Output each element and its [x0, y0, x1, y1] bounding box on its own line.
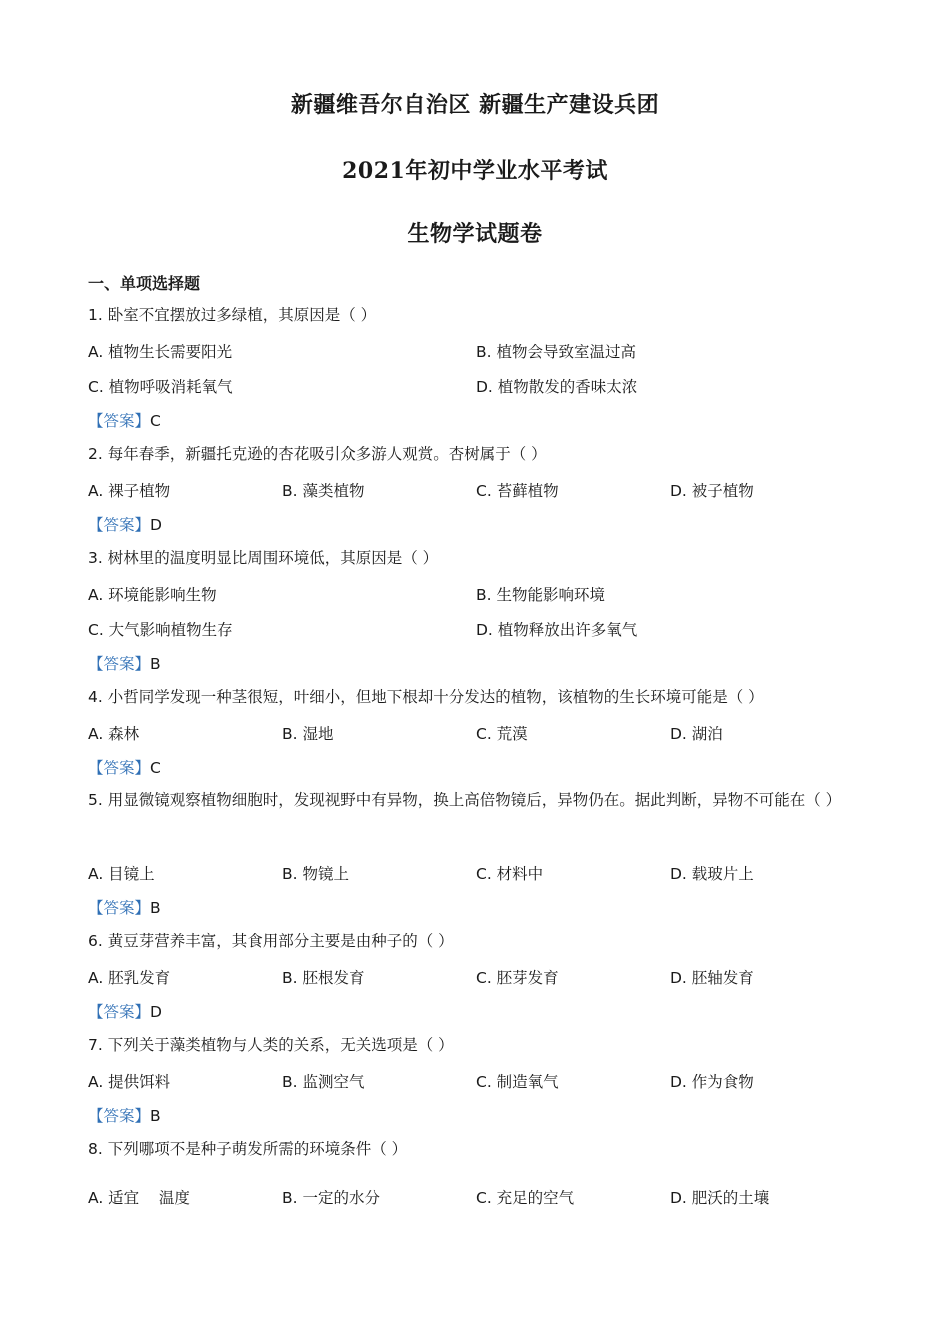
- question-8-stem: 8. 下列哪项不是种子萌发所需的环境条件（ ）: [88, 1140, 408, 1158]
- question-2-options-row: [88, 479, 888, 503]
- question-8-option-b: B. 一定的水分: [282, 1189, 380, 1207]
- question-6-option-d: D. 胚轴发育: [670, 969, 754, 987]
- answer-value: B: [150, 899, 161, 917]
- question-7-stem: 7. 下列关于藻类植物与人类的关系，无关选项是（ ）: [88, 1036, 454, 1054]
- question-4-answer: [88, 756, 161, 778]
- question-5-option-d: D. 载玻片上: [670, 865, 754, 883]
- question-6-stem: 6. 黄豆芽营养丰富，其食用部分主要是由种子的（ ）: [88, 932, 454, 950]
- question-5-option-b: B. 物镜上: [282, 865, 349, 883]
- question-1-answer: [88, 409, 161, 431]
- question-3-option-d: D. 植物释放出许多氧气: [476, 621, 638, 639]
- question-7-option-d: D. 作为食物: [670, 1073, 754, 1091]
- answer-value: B: [150, 655, 161, 673]
- question-3-options-row-2: [88, 618, 888, 642]
- answer-value: D: [150, 1003, 162, 1021]
- exam-title-subject: 生物学试题卷: [407, 221, 543, 247]
- question-3-options-row-1: [88, 583, 888, 607]
- question-1-options-row-1: [88, 340, 888, 364]
- question-7-option-c: C. 制造氧气: [476, 1073, 559, 1091]
- question-3-option-c: C. 大气影响植物生存: [88, 621, 233, 639]
- answer-value: B: [150, 1107, 161, 1125]
- question-7-option-a: A. 提供饵料: [88, 1073, 171, 1091]
- question-3-option-b: B. 生物能影响环境: [476, 586, 605, 604]
- question-1-option-d: D. 植物散发的香味太浓: [476, 378, 638, 396]
- answer-value: C: [150, 412, 161, 430]
- question-7-answer: [88, 1104, 161, 1126]
- answer-tag: 【答案】: [88, 1107, 151, 1125]
- question-4-options-row: [88, 722, 888, 746]
- question-5-options-row: [88, 862, 888, 886]
- question-6-option-b: B. 胚根发育: [282, 969, 365, 987]
- question-8-options-row: [88, 1186, 888, 1210]
- question-1-options-row-2: [88, 375, 888, 399]
- question-6-option-a: A. 胚乳发育: [88, 969, 171, 987]
- question-5-answer: [88, 896, 161, 918]
- answer-tag: 【答案】: [88, 759, 151, 777]
- answer-tag: 【答案】: [88, 655, 151, 673]
- exam-title-region: 新疆维吾尔自治区 新疆生产建设兵团: [290, 92, 660, 118]
- question-6-option-c: C. 胚芽发育: [476, 969, 559, 987]
- question-3-stem: 3. 树林里的温度明显比周围环境低，其原因是（ ）: [88, 549, 439, 567]
- answer-value: C: [150, 759, 161, 777]
- question-2-answer: [88, 513, 162, 535]
- question-4-stem: 4. 小哲同学发现一种茎很短，叶细小，但地下根却十分发达的植物，该植物的生长环境可能是（ ）: [88, 688, 764, 706]
- question-2-option-d: D. 被子植物: [670, 482, 754, 500]
- section-heading: 一、单项选择题: [88, 274, 201, 293]
- answer-tag: 【答案】: [88, 899, 151, 917]
- answer-tag: 【答案】: [88, 1003, 151, 1021]
- question-6-answer: [88, 1000, 162, 1022]
- question-3-option-a: A. 环境能影响生物: [88, 586, 217, 604]
- question-4-option-b: B. 湿地: [282, 725, 334, 743]
- question-1-option-c: C. 植物呼吸消耗氧气: [88, 378, 233, 396]
- question-2-option-c: C. 苔藓植物: [476, 482, 559, 500]
- question-4-option-a: A. 森林: [88, 725, 140, 743]
- answer-value: D: [150, 516, 162, 534]
- question-2-option-b: B. 藻类植物: [282, 482, 365, 500]
- question-2-option-a: A. 裸子植物: [88, 482, 171, 500]
- question-2-stem: 2. 每年春季，新疆托克逊的杏花吸引众多游人观赏。杏树属于（ ）: [88, 445, 547, 463]
- question-5-option-a: A. 目镜上: [88, 865, 155, 883]
- question-7-options-row: [88, 1070, 888, 1094]
- exam-title-year: 2021年初中学业水平考试: [342, 158, 608, 184]
- question-5-stem: 5. 用显微镜观察植物细胞时，发现视野中有异物，换上高倍物镜后，异物仍在。据此判断，异物不可能在（ ）: [88, 791, 842, 809]
- question-5-option-c: C. 材料中: [476, 865, 544, 883]
- question-4-option-d: D. 湖泊: [670, 725, 723, 743]
- question-7-option-b: B. 监测空气: [282, 1073, 365, 1091]
- question-8-option-c: C. 充足的空气: [476, 1189, 575, 1207]
- question-1-option-b: B. 植物会导致室温过高: [476, 343, 636, 361]
- question-3-answer: [88, 652, 161, 674]
- answer-tag: 【答案】: [88, 516, 151, 534]
- answer-tag: 【答案】: [88, 412, 151, 430]
- question-1-stem: 1. 卧室不宜摆放过多绿植，其原因是（ ）: [88, 306, 377, 324]
- question-8-option-a: A. 适宜 温度: [88, 1189, 190, 1207]
- question-6-options-row: [88, 966, 888, 990]
- question-8-option-d: D. 肥沃的土壤: [670, 1189, 770, 1207]
- question-1-option-a: A. 植物生长需要阳光: [88, 343, 233, 361]
- question-4-option-c: C. 荒漠: [476, 725, 528, 743]
